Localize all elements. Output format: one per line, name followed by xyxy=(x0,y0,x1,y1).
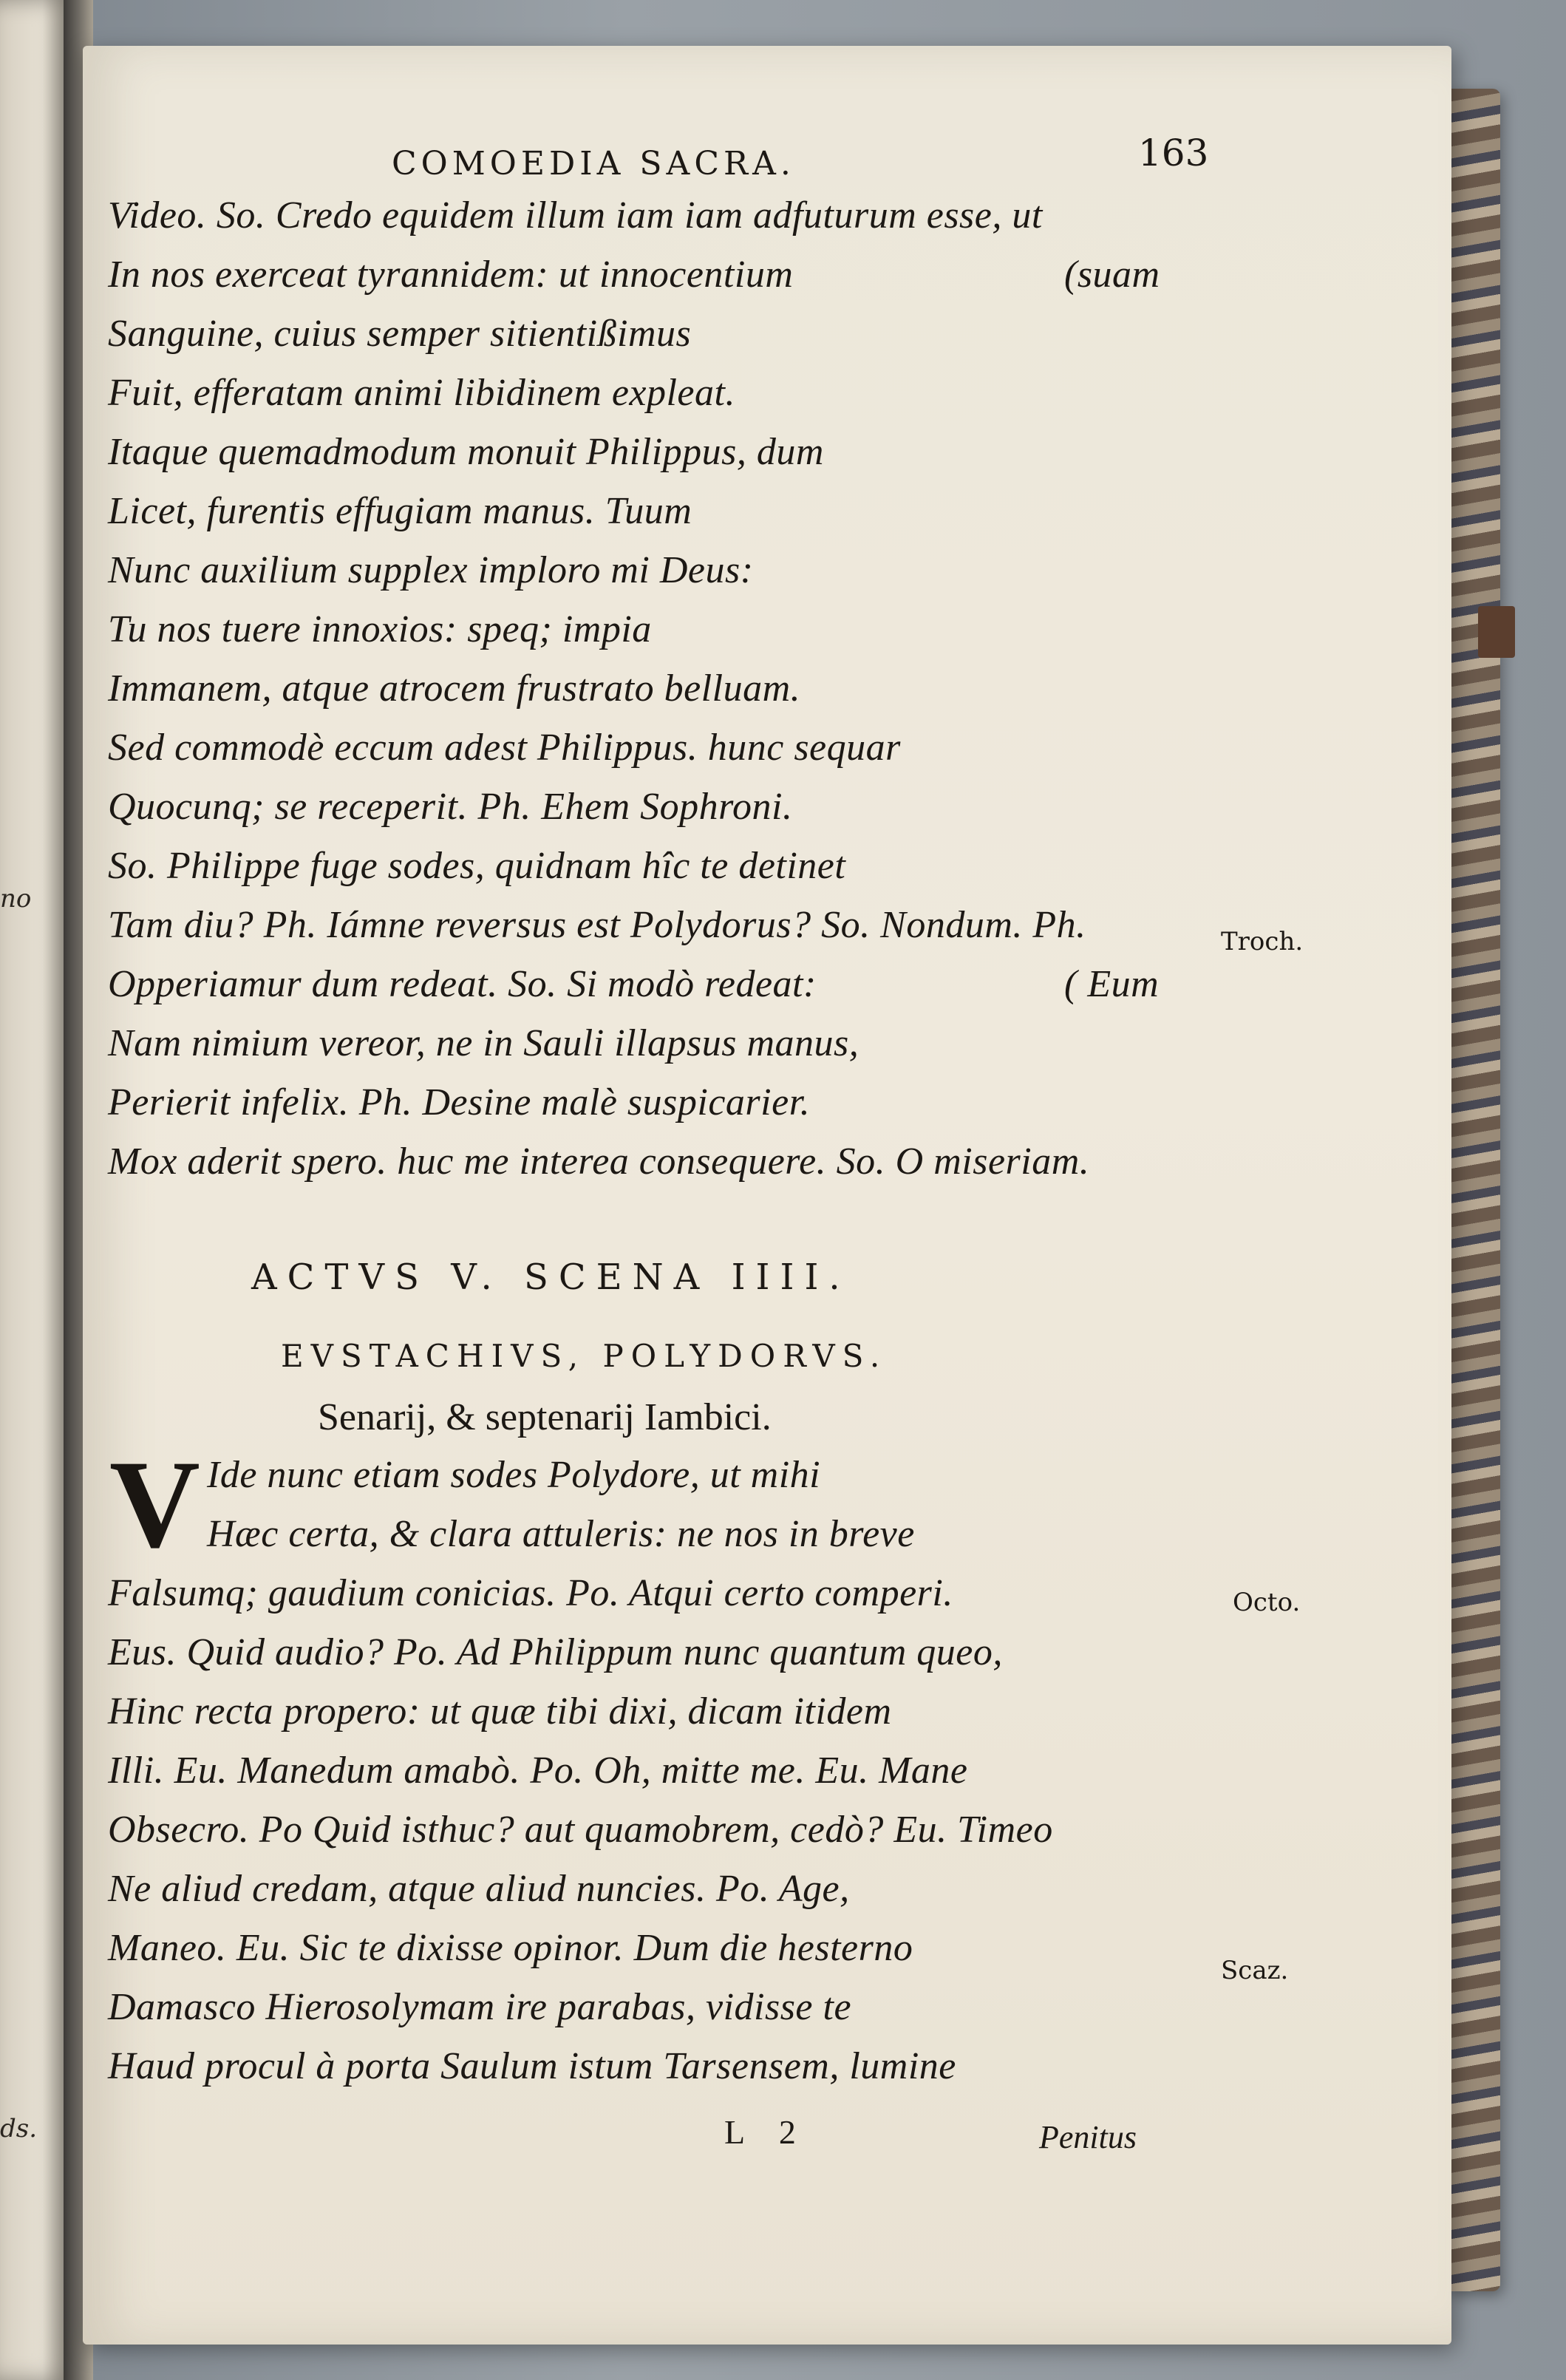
margin-note-scaz: Scaz. xyxy=(1221,1956,1289,1985)
verse-line: Nam nimium vereor, ne in Sauli illapsus manus, xyxy=(108,1022,859,1064)
verse-line: Immanem, atque atrocem frustrato belluam. xyxy=(108,667,801,710)
verse-line: Haud procul à porta Saulum istum Tarsensem, lumine xyxy=(108,2045,956,2087)
verse-line: Ide nunc etiam sodes Polydore, ut mihi xyxy=(207,1454,821,1496)
verse-line: Ne aliud credam, atque aliud nuncies. Po. Age, xyxy=(108,1868,850,1910)
act-scene-heading: ACTVS V. SCENA IIII. xyxy=(251,1257,851,1298)
verse-line: Mox aderit spero. huc me interea consequere. So. O miseriam. xyxy=(108,1140,1090,1183)
page-number: 163 xyxy=(1138,132,1209,174)
verse-line: Falsumq; gaudium conicias. Po. Atqui certo comperi. xyxy=(108,1572,953,1614)
margin-note-octo: Octo. xyxy=(1233,1588,1301,1617)
verse-line: Tu nos tuere innoxios: speq; impia xyxy=(108,608,652,650)
verse-line: In nos exerceat tyrannidem: ut innocentium xyxy=(108,254,794,296)
running-title: COMOEDIA SACRA. xyxy=(392,145,795,183)
verse-line: Opperiamur dum redeat. So. Si modò redeat: xyxy=(108,963,817,1005)
left-page-fragment: no xyxy=(0,884,32,914)
runover-word: ( Eum xyxy=(1064,963,1160,1005)
verse-line: Licet, furentis effugiam manus. Tuum xyxy=(108,490,692,532)
runover-word: (suam xyxy=(1064,254,1160,296)
left-page-fragment: ds. xyxy=(0,2114,38,2143)
verse-line: Damasco Hierosolymam ire parabas, vidisse te xyxy=(108,1986,852,2028)
meter-note: Senarij, & septenarij Iambici. xyxy=(318,1396,772,1438)
verse-line: Nunc auxilium supplex imploro mi Deus: xyxy=(108,549,754,591)
left-facing-page xyxy=(0,0,71,2380)
verse-line: Illi. Eu. Manedum amabò. Po. Oh, mitte me. Eu. Mane xyxy=(108,1750,968,1792)
verse-line: Hinc recta propero: ut quæ tibi dixi, dicam itidem xyxy=(108,1690,892,1733)
margin-note-troch: Troch. xyxy=(1221,927,1304,956)
verse-line: Video. So. Credo equidem illum iam iam adfuturum esse, ut xyxy=(108,194,1043,237)
verse-line: Tam diu? Ph. Iámne reversus est Polydorus? So. Nondum. Ph. xyxy=(108,904,1086,946)
signature-mark: L 2 xyxy=(724,2113,809,2151)
verse-line: Perierit infelix. Ph. Desine malè suspicarier. xyxy=(108,1081,811,1123)
verse-line: Eus. Quid audio? Po. Ad Philippum nunc quantum queo, xyxy=(108,1631,1003,1673)
verse-line: Sanguine, cuius semper sitientißimus xyxy=(108,313,692,355)
verse-line: Hæc certa, & clara attuleris: ne nos in breve xyxy=(207,1513,915,1555)
drop-cap: V xyxy=(109,1435,200,1574)
verse-line: Fuit, efferatam animi libidinem expleat. xyxy=(108,372,735,414)
catchword: Penitus xyxy=(1039,2119,1137,2155)
verse-line: So. Philippe fuge sodes, quidnam hîc te detinet xyxy=(108,845,846,887)
verse-line: Quocunq; se receperit. Ph. Ehem Sophroni. xyxy=(108,786,793,828)
verse-line: Itaque quemadmodum monuit Philippus, dum xyxy=(108,431,824,473)
verse-line: Obsecro. Po Quid isthuc? aut quamobrem, cedò? Eu. Timeo xyxy=(108,1809,1053,1851)
verse-line: Sed commodè eccum adest Philippus. hunc sequar xyxy=(108,727,901,769)
verse-line: Maneo. Eu. Sic te dixisse opinor. Dum die hesterno xyxy=(108,1927,913,1969)
dramatis-personae: EVSTACHIVS, POLYDORVS. xyxy=(281,1338,888,1374)
leather-tab xyxy=(1478,606,1515,658)
marbled-cover-edge xyxy=(1447,89,1500,2291)
